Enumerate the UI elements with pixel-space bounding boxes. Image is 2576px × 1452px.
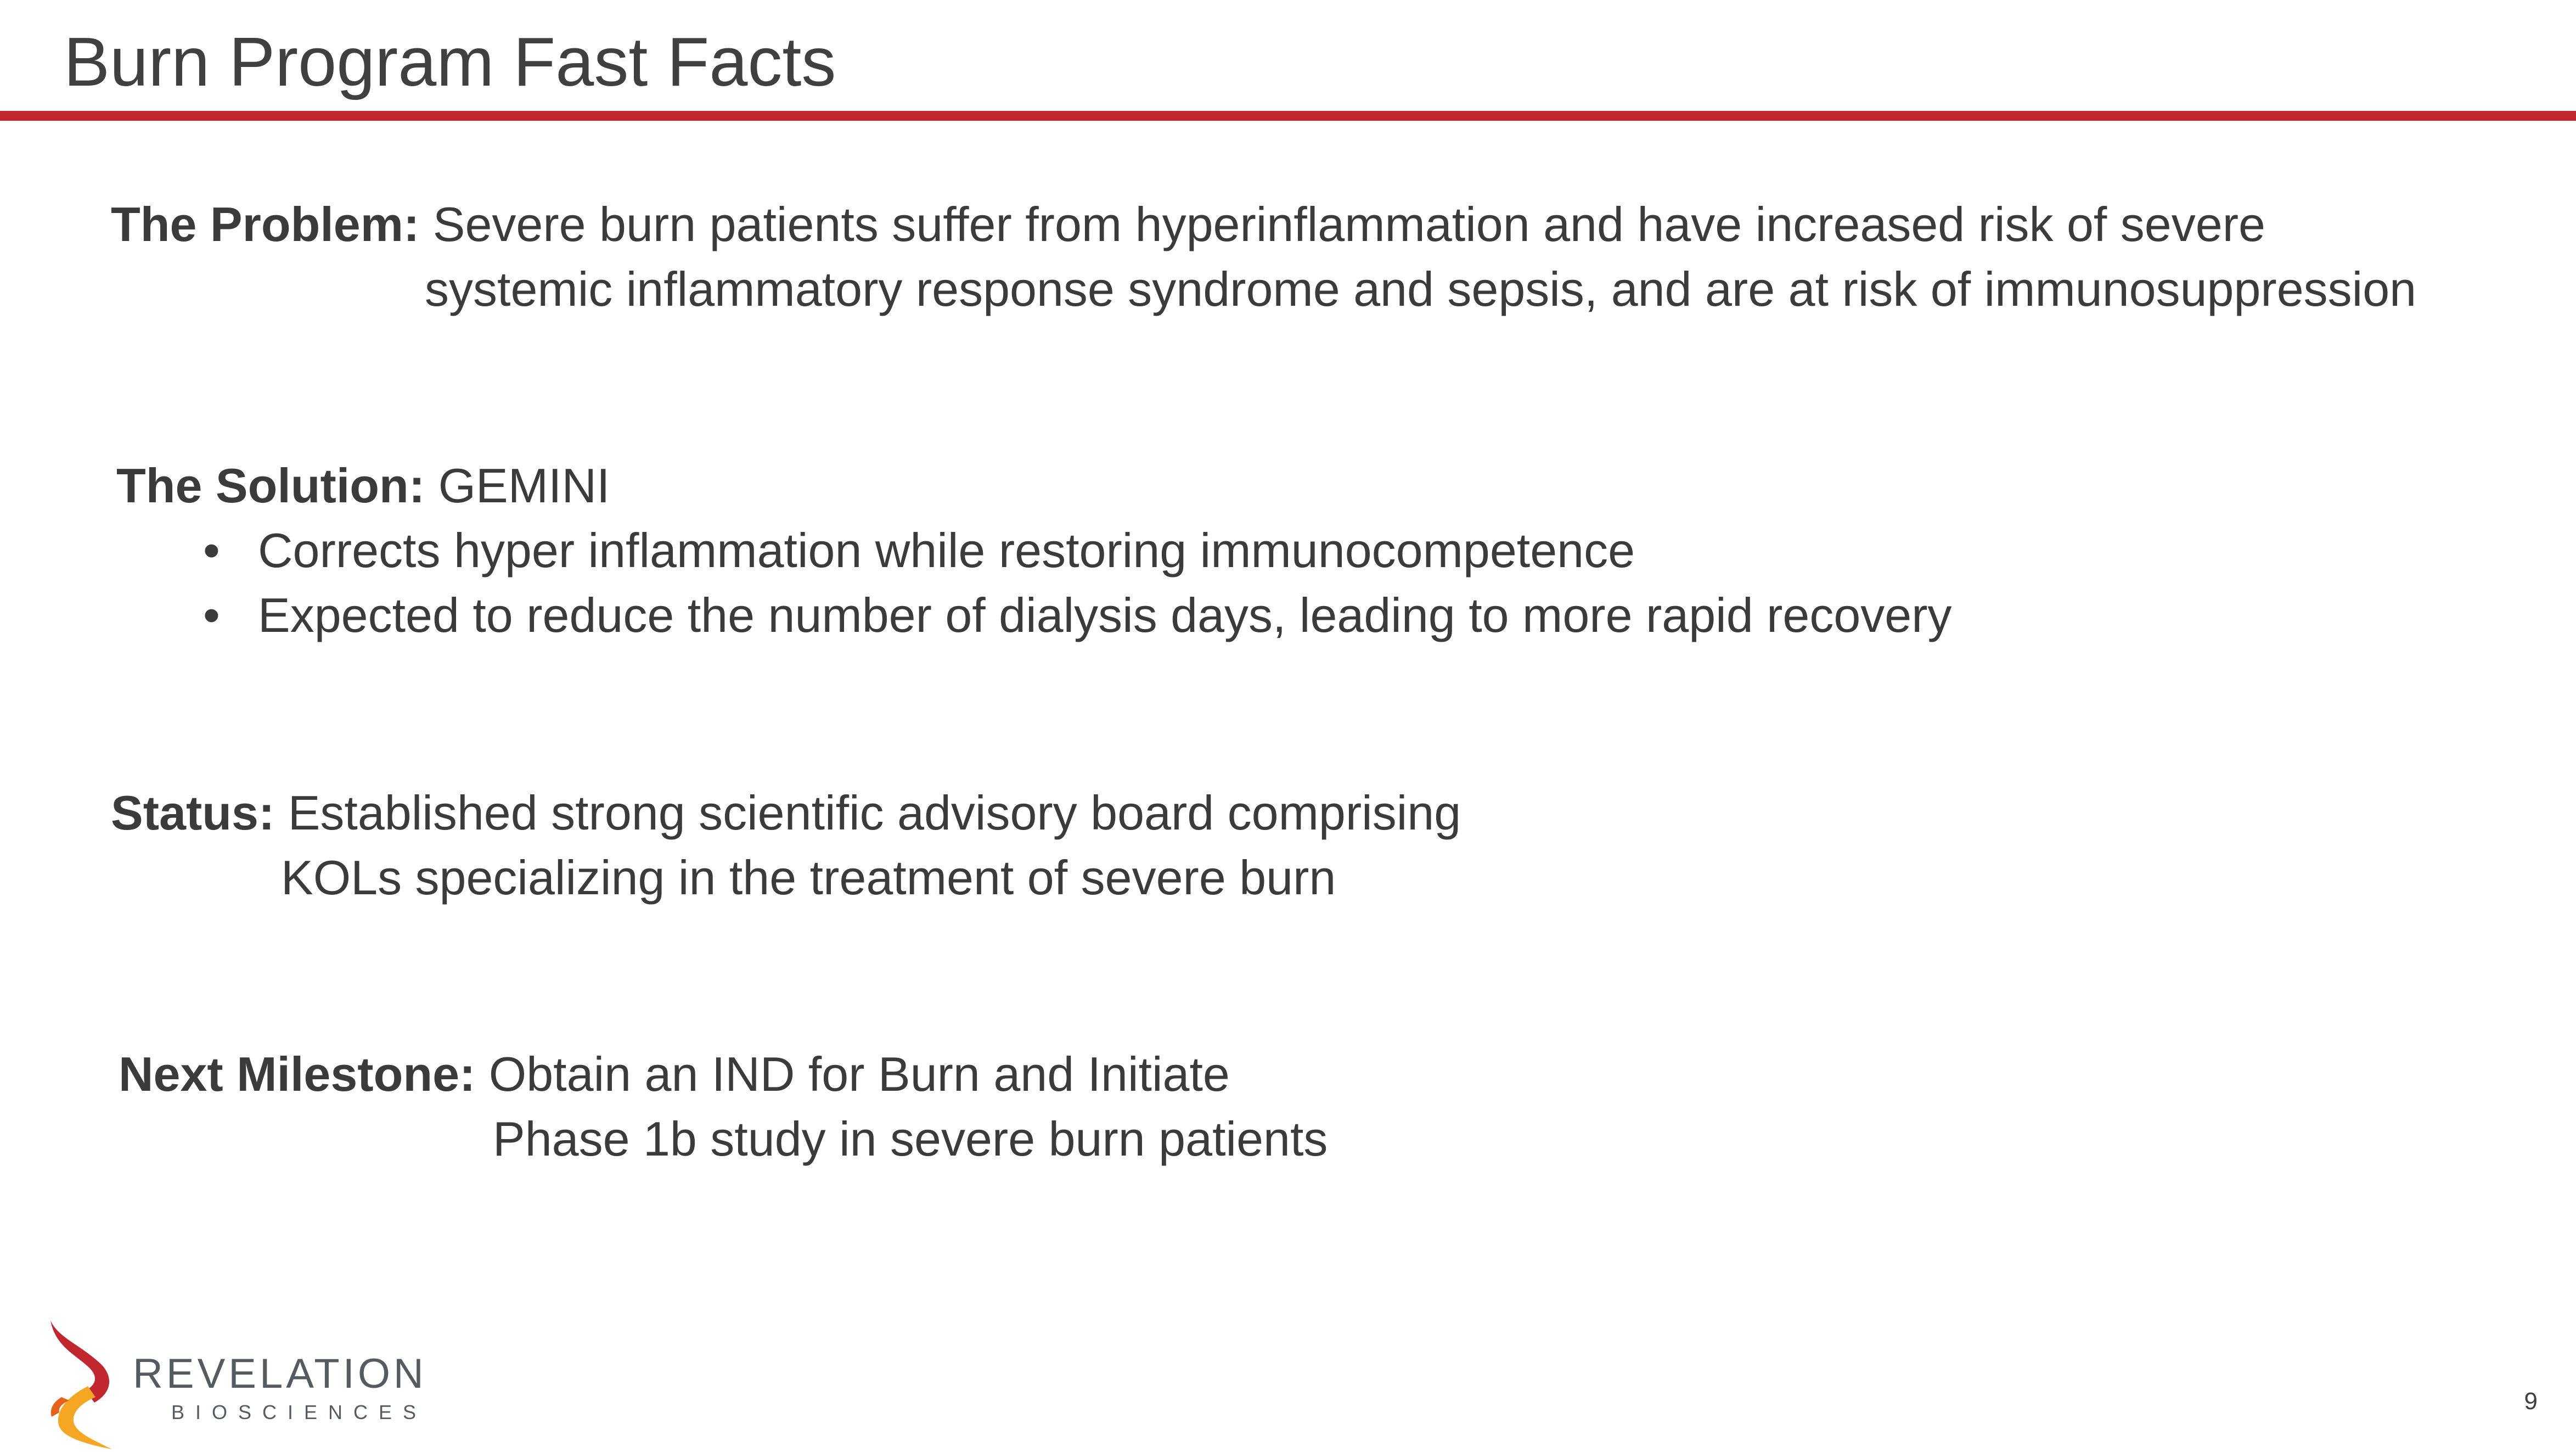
fact-solution: [116, 453, 1952, 648]
fact-problem-label: The Problem:: [111, 197, 420, 251]
fact-problem: [111, 192, 2416, 322]
fact-solution-label: The Solution:: [116, 458, 425, 513]
bullet-dot-icon: •: [203, 523, 220, 578]
solution-bullet-list: [116, 518, 1952, 648]
fact-status-text-1: Established strong scientific advisory board comprising: [274, 786, 1461, 840]
fact-milestone-text-1: Obtain an IND for Burn and Initiate: [475, 1047, 1230, 1101]
fact-problem-line-2: [111, 257, 2416, 322]
helix-logo-icon: [47, 1320, 119, 1449]
fact-milestone-label: Next Milestone:: [119, 1047, 476, 1101]
fact-status-line-1: [111, 781, 1461, 845]
solution-bullet-text: Expected to reduce the number of dialysis days, leading to more rapid recovery: [258, 588, 1952, 642]
fact-problem-text-2: systemic inflammatory response syndrome and sepsis, and are at risk of immunosuppression: [425, 262, 2417, 316]
fact-problem-line-1: [111, 192, 2416, 257]
solution-bullet-item: [176, 518, 1952, 583]
revelation-logo: [47, 1320, 431, 1452]
logo-wordmark: REVELATION: [133, 1350, 427, 1397]
fact-status-label: Status:: [111, 786, 275, 840]
fact-status-text-2: KOLs specializing in the treatment of severe burn: [281, 850, 1336, 905]
fact-solution-heading: [116, 453, 1952, 518]
fact-milestone-line-2: [119, 1107, 1328, 1171]
bullet-dot-icon: •: [203, 588, 220, 642]
slide-title: Burn Program Fast Facts: [64, 23, 836, 100]
fact-solution-value: GEMINI: [425, 458, 610, 513]
fact-milestone-line-1: [119, 1042, 1328, 1107]
title-divider: [0, 111, 2576, 121]
fact-status: [111, 781, 1461, 910]
fact-milestone-text-2: Phase 1b study in severe burn patients: [493, 1112, 1328, 1166]
fact-problem-text-1: Severe burn patients suffer from hyperinflammation and have increased risk of severe: [419, 197, 2265, 251]
logo-subtitle: BIOSCIENCES: [171, 1401, 428, 1423]
page-number: 9: [2524, 1388, 2538, 1415]
solution-bullet-text: Corrects hyper inflammation while restoring immunocompetence: [258, 523, 1635, 578]
solution-bullet-item: [176, 583, 1952, 648]
fact-status-line-2: [111, 845, 1461, 910]
fact-milestone: [119, 1042, 1328, 1171]
